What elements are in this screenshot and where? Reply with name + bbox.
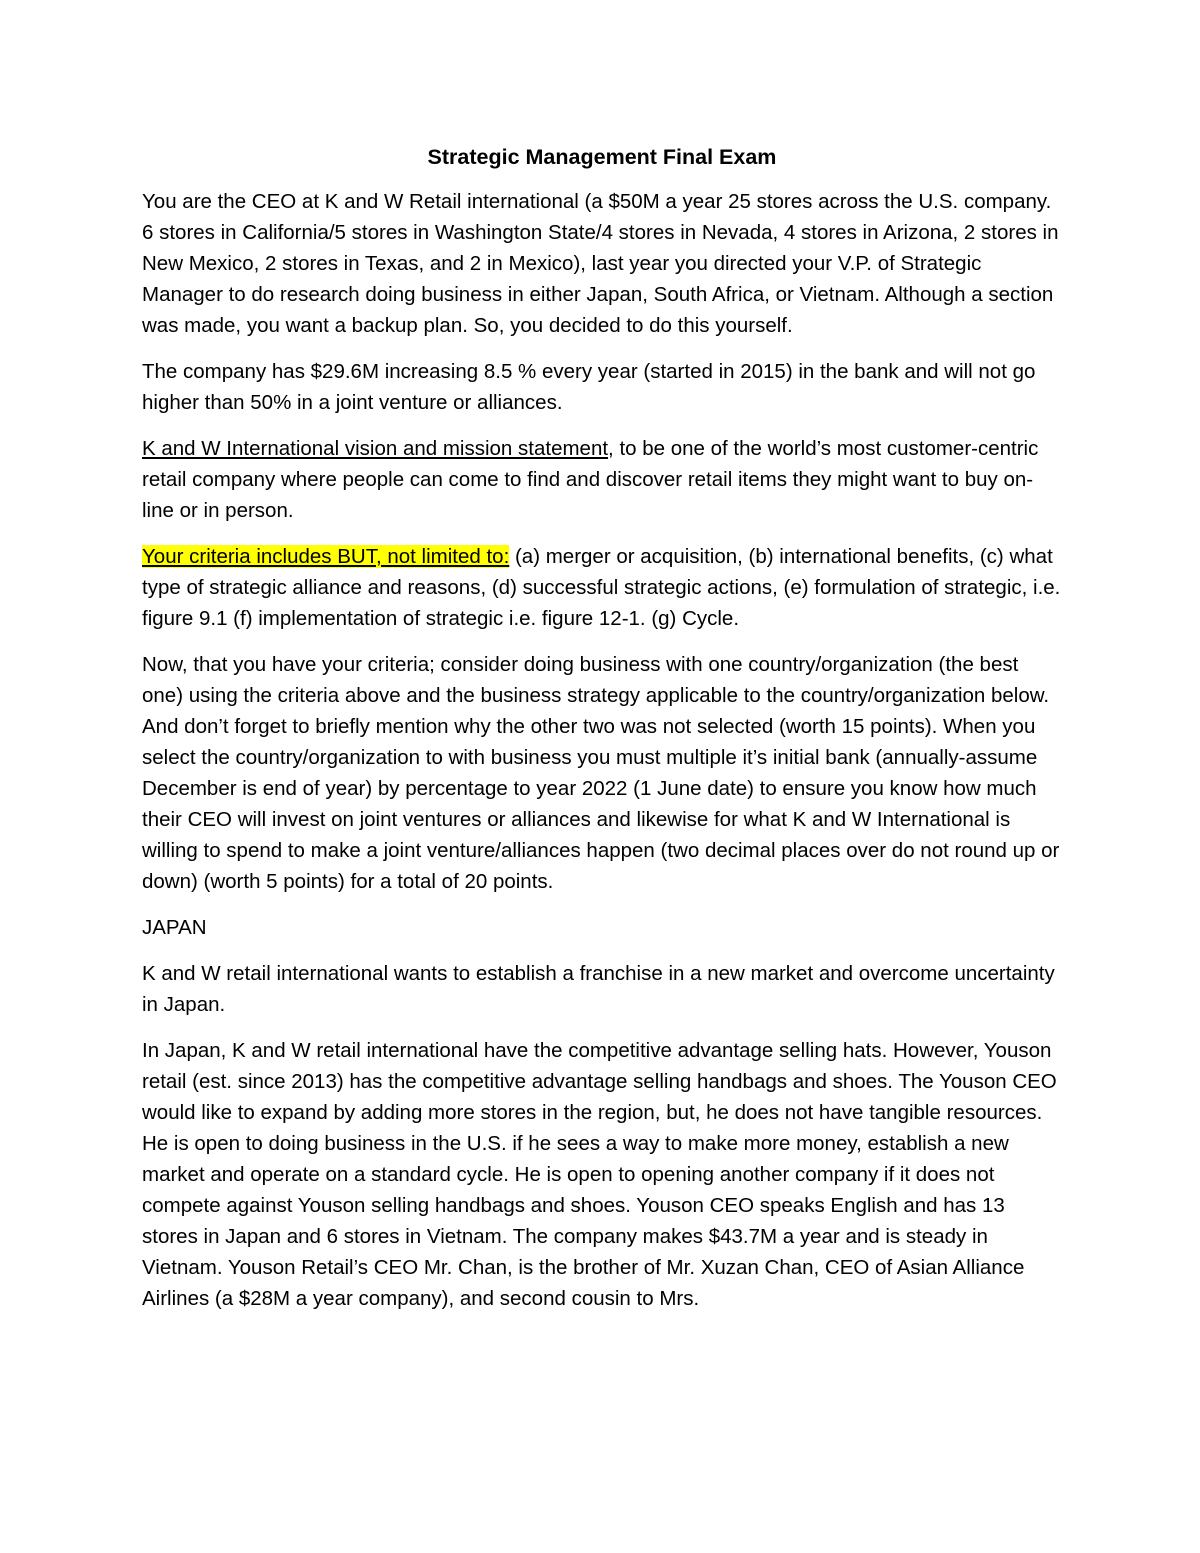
vision-text: , to be one of the world’s most customer-centric retail company where people can come to find and discover retail items they might want to buy on-line or in person. <box>142 437 1039 522</box>
section-heading-japan: JAPAN <box>142 916 207 939</box>
paragraph-instructions: Now, that you have your criteria; consider doing business with one country/organization (the best one) using the criteria above and the business strategy applicable to the country/organization below. And don’t forget to briefly mention why the other two was not selected (worth 15 points). When you select the country/organization to with business you must multiple it’s initial bank (annually-assume December is end of year) by percentage to year 2022 (1 June date) to ensure you know how much their CEO will invest on joint ventures or alliances and likewise for what K and W International is willing to spend to make a joint venture/alliances happen (two decimal places over do not round up or down) (worth 5 points) for a total of 20 points. <box>142 653 1060 893</box>
criteria-text: (a) merger or acquisition, (b) international benefits, (c) what type of strategic alliance and reasons, (d) successful strategic actions, (e) formulation of strategic, i.e. figure 9.1 (f) implementation of strategic i.e. figure 12-1. (g) Cycle. <box>142 545 1061 630</box>
paragraph-intro: You are the CEO at K and W Retail international (a $50M a year 25 stores across the U.S. company. 6 stores in California/5 stores in Washington State/4 stores in Nevada, 4 stores in Arizona, 2 stores in New Mexico, 2 stores in Texas, and 2 in Mexico), last year you directed your V.P. of Strategic Manager to do research doing business in either Japan, South Africa, or Vietnam. Although a section was made, you want a backup plan. So, you decided to do this yourself. <box>142 190 1059 337</box>
criteria-highlight: Your criteria includes BUT, not limited to: <box>142 545 510 568</box>
document-page <box>142 140 1062 1329</box>
paragraph-japan-details: In Japan, K and W retail international have the competitive advantage selling hats. However, Youson retail (est. since 2013) has the competitive advantage selling handbags and shoes. The Youson CEO would like to expand by adding more stores in the region, but, he does not have tangible resources. He is open to doing business in the U.S. if he sees a way to make more money, establish a new market and operate on a standard cycle. He is open to opening another company if it does not compete against Youson selling handbags and shoes. Youson CEO speaks English and has 13 stores in Japan and 6 stores in Vietnam. The company makes $43.7M a year and is steady in Vietnam. Youson Retail’s CEO Mr. Chan, is the brother of Mr. Xuzan Chan, CEO of Asian Alliance Airlines (a $28M a year company), and second cousin to Mrs. <box>142 1039 1057 1310</box>
paragraph-japan-goal: K and W retail international wants to establish a franchise in a new market and overcome uncertainty in Japan. <box>142 962 1055 1016</box>
paragraph-vision <box>142 433 1062 526</box>
paragraph-bank: The company has $29.6M increasing 8.5 % every year (started in 2015) in the bank and will not go higher than 50% in a joint venture or alliances. <box>142 360 1036 414</box>
paragraph-criteria <box>142 541 1062 634</box>
document-title: Strategic Management Final Exam <box>427 145 777 169</box>
vision-heading: K and W International vision and mission statement <box>142 437 609 460</box>
